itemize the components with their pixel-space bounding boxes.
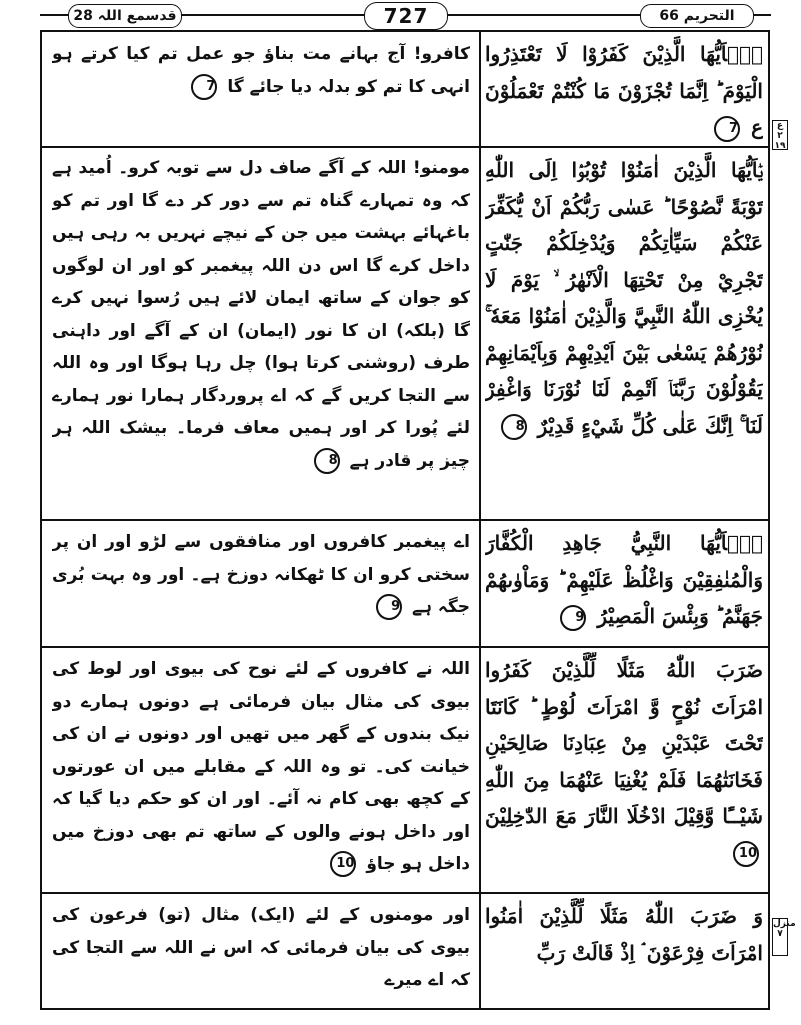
verse-number-marker: 9	[376, 594, 402, 620]
arabic-verse-9	[485, 525, 763, 643]
arabic-verse-9-text: يٰۤاَيُّهَا النَّبِيُّ جَاهِدِ الْكُفَّارَ وَالْمُنٰفِقِيْنَ وَاغْلُظْ عَلَيْهِمْ ؕ وَمَاْوٰىهُمْ جَهَنَّمُ ؕ وَبِئْسَ الْمَصِيْرُ	[485, 531, 763, 628]
row-divider	[42, 646, 768, 648]
page-number: 727	[364, 2, 448, 30]
row-divider	[42, 146, 768, 148]
juz-label: قدسمع اللہ 28	[68, 4, 182, 28]
arabic-verse-10-text: ضَرَبَ اللّٰهُ مَثَلًا لِّلَّذِيْنَ كَفَرُوا امْرَاَتَ نُوْحٍ وَّ امْرَاَتَ لُوْطٍ ؕ كَانَتَا تَحْتَ عَبْدَيْنِ مِنْ عِبَادِنَا صَالِحَيْنِ فَخَانَتٰهُمَا فَلَمْ يُغْنِيَا عَنْهُمَا مِنَ اللّٰهِ شَيْــًٔا وَّقِيْلَ ادْخُلَا النَّارَ مَعَ الدّٰخِلِيْنَ	[485, 658, 763, 828]
urdu-translation-10	[52, 653, 470, 889]
row-divider	[42, 519, 768, 521]
verse-number-marker: 7	[191, 74, 217, 100]
row-divider	[42, 892, 768, 894]
surah-label: التحریم 66	[640, 4, 754, 28]
urdu-translation-8	[52, 152, 470, 516]
verse-number-marker: 9	[560, 605, 586, 631]
verse-number-marker: 10	[733, 841, 759, 867]
arabic-verse-8	[485, 152, 763, 516]
arabic-verse-11	[485, 898, 763, 1008]
urdu-translation-11-text: اور مومنوں کے لئے (ایک) مثال (تو) فرعون کی بیوی کی بیان فرمائی کہ اس نے اللہ سے التجا کی کہ اے میرے	[52, 905, 470, 990]
arabic-verse-8-text: يٰۤاَيُّهَا الَّذِيْنَ اٰمَنُوْا تُوْبُوْۤا اِلَى اللّٰهِ تَوْبَةً نَّصُوْحًا ؕ عَسٰى رَبُّكُمْ اَنْ يُّكَفِّرَ عَنْكُمْ سَيِّاٰتِكُمْ وَيُدْخِلَكُمْ جَنّٰتٍ تَجْرِيْ مِنْ تَحْتِهَا الْاَنْهٰرُ ۙ يَوْمَ لَا يُخْزِى اللّٰهُ النَّبِيَّ وَالَّذِيْنَ اٰمَنُوْا مَعَهٗ ۚ نُوْرُهُمْ يَسْعٰى بَيْنَ اَيْدِيْهِمْ وَبِاَيْمَانِهِمْ يَقُوْلُوْنَ رَبَّنَاۤ اَتْمِمْ لَنَا نُوْرَنَا وَاغْفِرْ لَنَا ۚ اِنَّكَ عَلٰى كُلِّ شَيْءٍ قَدِيْرٌ	[485, 158, 763, 438]
arabic-verse-7	[485, 36, 763, 144]
arabic-verse-10	[485, 652, 763, 890]
verse-number-marker: 7	[714, 116, 740, 142]
ruku-mark: ع ۲ ۱۹	[772, 120, 788, 150]
urdu-translation-8-text: مومنو! اللہ کے آگے صاف دل سے توبہ کرو۔ اُمید ہے کہ وہ تمہارے گناہ تم سے دور کر دے گا اور تم کو باغہائے بہشت میں جن کے نیچے نہریں بہ رہی ہیں داخل کرے گا اس دن اللہ پیغمبر کو اور ان لوگوں کو جوان کے ساتھ ایمان لائے ہیں رُسوا نہیں کرے گا (بلکہ) ان کا نور (ایمان) ان کے آگے اور داہنی طرف (روشنی کرتا ہوا) چل رہا ہوگا اور وہ اللہ سے التجا کریں گے کہ اے پروردگار ہمارا نور ہمارے لئے پُورا کر اور ہمیں معاف فرما۔ بیشک اللہ ہر چیز پر قادر ہے	[52, 158, 470, 471]
verse-number-marker: 10	[330, 851, 356, 877]
urdu-translation-7	[52, 38, 470, 144]
arabic-verse-11-text: وَ ضَرَبَ اللّٰهُ مَثَلًا لِّلَّذِيْنَ اٰمَنُوا امْرَاَتَ فِرْعَوْنَ ۘ اِذْ قَالَتْ رَبِّ	[485, 904, 763, 965]
urdu-translation-10-text: اللہ نے کافروں کے لئے نوح کی بیوی اور لوط کی بیوی کی مثال بیان فرمائی ہے دونوں ہمارے دو نیک بندوں کے گھر میں تھیں اور دونوں نے ان کی خیانت کی۔ تو وہ اللہ کے مقابلے میں ان عورتوں کے کچھ بھی کام نہ آئے۔ اور ان کو حکم دیا گیا کہ اور داخل ہونے والوں کے ساتھ تم بھی دوزخ میں داخل ہو جاؤ	[52, 659, 470, 874]
verse-number-marker: 8	[501, 414, 527, 440]
page-frame	[40, 30, 770, 1010]
urdu-translation-11	[52, 899, 470, 1007]
urdu-translation-9	[52, 526, 470, 644]
urdu-translation-9-text: اے پیغمبر کافروں اور منافقوں سے لڑو اور ان پر سختی کرو ان کا ٹھکانہ دوزخ ہے۔ اور وہ بہت بُری جگہ ہے	[52, 532, 470, 617]
urdu-translation-7-text: کافرو! آج بہانے مت بناؤ جو عمل تم کیا کرتے ہو انہی کا تم کو بدلہ دیا جائے گا	[52, 44, 470, 97]
arabic-verse-7-text: يٰۤاَيُّهَا الَّذِيْنَ كَفَرُوْا لَا تَعْتَذِرُوا الْيَوْمَ ؕ اِنَّمَا تُجْزَوْنَ مَا كُنْتُمْ تَعْمَلُوْنَ ع	[485, 42, 763, 139]
manzil-mark: منزل ۷	[772, 918, 788, 956]
verse-number-marker: 8	[314, 448, 340, 474]
